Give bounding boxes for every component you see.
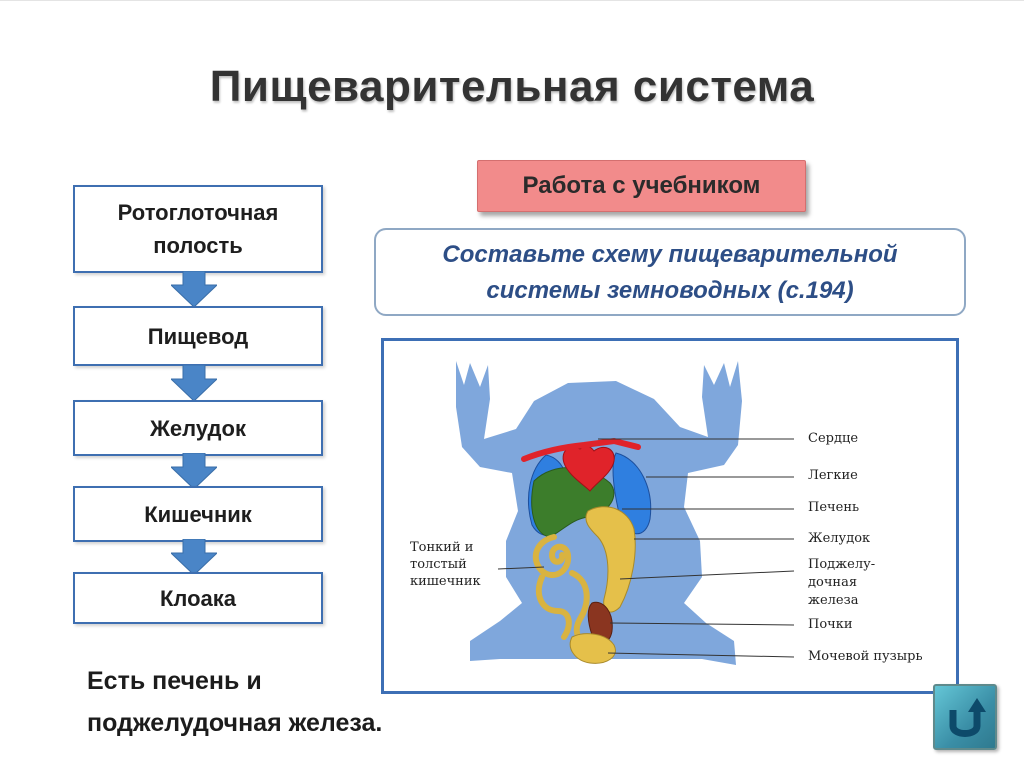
note-line: поджелудочная железа. [87, 709, 383, 737]
flow-step-stomach [73, 400, 323, 456]
textbook-task-badge: Работа с учебником [477, 160, 806, 212]
intestine-label-line: кишечник [410, 574, 481, 589]
kidneys-label: Почки [808, 617, 853, 632]
instruction-line: системы земноводных (с.194) [486, 277, 854, 304]
flow-step-intestine [73, 486, 323, 542]
conclusion-note [87, 660, 487, 744]
stomach-label: Желудок [808, 531, 871, 546]
arrow-down-icon [171, 271, 217, 307]
flow-step-label: Пищевод [147, 323, 249, 349]
pancreas-label-line: Поджелу- [808, 557, 876, 572]
frog-anatomy-diagram [381, 338, 959, 694]
arrow-down-icon [171, 539, 217, 575]
flow-step-cloaca [73, 572, 323, 624]
liver-label: Печень [808, 500, 860, 515]
arrow-down-icon [171, 365, 217, 401]
pancreas-label [808, 556, 875, 610]
return-button[interactable] [933, 684, 997, 750]
u-turn-arrow-icon [935, 686, 995, 748]
pancreas-label-line: железа [808, 593, 859, 608]
lungs-label: Легкие [808, 468, 858, 483]
note-line: Есть печень и [87, 667, 262, 695]
intestine-label-line: Тонкий и [410, 540, 474, 555]
flow-step-esophagus [73, 306, 323, 366]
intestine-label-line: толстый [410, 557, 467, 572]
slide-title: Пищеварительная система [209, 62, 815, 111]
flow-step-label: Ротоглоточная полость [117, 200, 279, 258]
arrow-down-icon [171, 453, 217, 489]
flow-step-oropharynx [73, 185, 323, 273]
flow-step-label: Клоака [159, 585, 237, 611]
instruction-line: Составьте схему пищеварительной [442, 241, 898, 268]
flow-step-label: Желудок [150, 415, 246, 441]
frog-anatomy-illustration [384, 341, 956, 691]
instruction-box [374, 228, 966, 316]
intestine-label [410, 539, 481, 590]
bladder-label: Мочевой пузырь [808, 649, 923, 664]
pancreas-label-line: дочная [808, 575, 858, 590]
flow-step-label: Кишечник [144, 501, 252, 527]
heart-label: Сердце [808, 431, 859, 446]
